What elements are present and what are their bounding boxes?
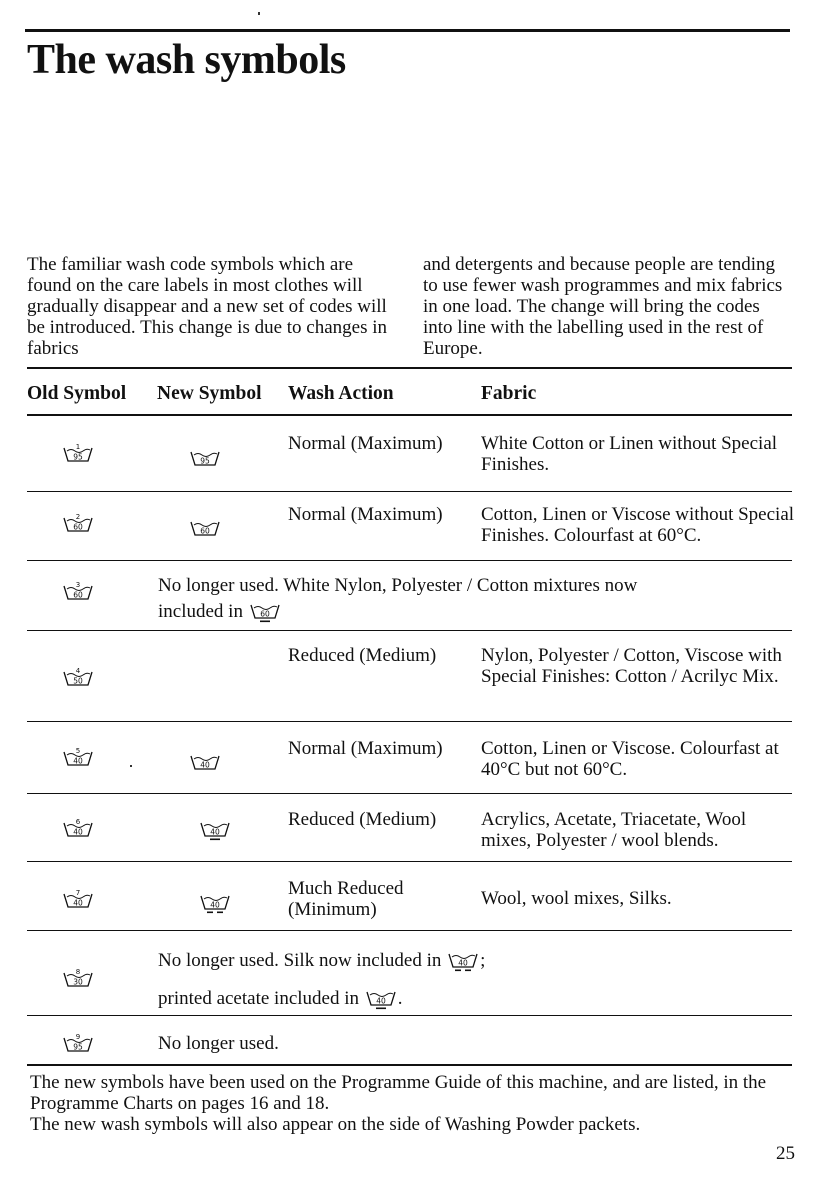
old-wash-symbol-icon xyxy=(61,815,95,841)
fabric-description: Wool, wool mixes, Silks. xyxy=(481,888,672,909)
wash-tub-shape xyxy=(198,888,232,914)
top-rule xyxy=(25,29,790,32)
wash-tub-shape xyxy=(61,510,95,536)
symbol-temperature: 30 xyxy=(73,977,83,987)
note-text: printed acetate included in xyxy=(158,988,359,1009)
wash-action: Reduced (Medium) xyxy=(288,645,437,666)
new-wash-symbol-icon xyxy=(188,748,222,774)
wash-tub-shape xyxy=(188,514,222,540)
no-longer-used-note-line2 xyxy=(158,984,788,1009)
wash-tub-shape xyxy=(61,815,95,841)
underline-bar xyxy=(376,1008,386,1010)
fabric-description: Nylon, Polyester / Cotton, Viscose with Special Finishes: Cotton / Acrilyc Mix. xyxy=(481,645,782,687)
header-new-symbol: New Symbol xyxy=(157,383,262,404)
wash-action: Much Reduced (Minimum) xyxy=(288,878,404,920)
header-old-symbol: Old Symbol xyxy=(27,383,127,404)
page-number: 25 xyxy=(776,1143,795,1164)
symbol-temperature: 60 xyxy=(200,526,210,536)
footer-line-2: The new wash symbols will also appear on the side of Washing Powder packets. xyxy=(30,1114,641,1135)
row-divider xyxy=(27,630,792,631)
symbol-temperature: 40 xyxy=(210,827,220,837)
symbol-number: 8 xyxy=(75,968,81,976)
inline-wash-symbol-icon xyxy=(446,946,480,968)
note-text: No longer used. Silk now included in xyxy=(158,950,442,971)
wash-action: Reduced (Medium) xyxy=(288,809,437,830)
underline-bar xyxy=(260,621,270,623)
wash-action: Normal (Maximum) xyxy=(288,504,443,525)
symbol-number: 5 xyxy=(75,747,81,755)
wash-action: Normal (Maximum) xyxy=(288,738,443,759)
symbol-temperature: 60 xyxy=(73,522,83,532)
symbol-number: 3 xyxy=(75,581,81,589)
no-longer-used-note: No longer used. White Nylon, Polyester / Cotton mixtures now xyxy=(158,575,638,596)
wash-tub-shape xyxy=(188,748,222,774)
symbol-number: 2 xyxy=(75,513,81,521)
wash-tub-shape xyxy=(364,984,398,1010)
wash-tub-shape xyxy=(61,744,95,770)
old-wash-symbol-icon xyxy=(61,664,95,690)
symbol-temperature: 50 xyxy=(73,676,83,686)
symbol-temperature: 95 xyxy=(73,1042,83,1052)
symbol-number: 7 xyxy=(75,889,81,897)
note-text: included in xyxy=(158,601,243,622)
intro-column-left: The familiar wash code symbols which are found on the care labels in most clothes will gradually disappear and a new set of codes will be introduced. This change is due to changes in fabrics xyxy=(27,254,388,359)
symbol-number: 9 xyxy=(75,1033,81,1041)
symbol-temperature: 60 xyxy=(259,609,270,619)
underline-bar xyxy=(465,970,471,972)
underline-bar xyxy=(210,839,220,841)
new-wash-symbol-icon xyxy=(198,815,232,841)
fabric-description: White Cotton or Linen without Special Finishes. xyxy=(481,433,778,475)
new-wash-symbol-icon xyxy=(188,514,222,540)
new-wash-symbol-icon xyxy=(188,444,222,470)
symbol-temperature: 40 xyxy=(375,996,386,1006)
wash-tub-shape xyxy=(61,965,95,991)
fabric-description: Acrylics, Acetate, Triacetate, Wool mixes, Polyester / wool blends. xyxy=(481,809,747,851)
old-wash-symbol-icon xyxy=(61,886,95,912)
fabric-description: Cotton, Linen or Viscose without Special Finishes. Colourfast at 60°C. xyxy=(481,504,795,546)
row-divider xyxy=(27,560,792,561)
no-longer-used-note-line2 xyxy=(158,597,788,622)
intro-column-right: and detergents and because people are tending to use fewer wash programmes and mix fabrics in one load. The change will bring the codes into line with the labelling used in the rest of Europe. xyxy=(423,254,783,359)
symbol-temperature: 60 xyxy=(73,590,83,600)
wash-action: Normal (Maximum) xyxy=(288,433,443,454)
row-divider xyxy=(27,491,792,492)
row-divider xyxy=(27,721,792,722)
footer-text xyxy=(30,1072,800,1135)
wash-tub-shape xyxy=(61,440,95,466)
symbol-temperature: 40 xyxy=(73,898,83,908)
symbol-temperature: 40 xyxy=(73,827,83,837)
old-wash-symbol-icon xyxy=(61,578,95,604)
no-longer-used-note: No longer used. xyxy=(158,1033,279,1054)
print-mark xyxy=(258,12,260,15)
inline-wash-symbol-icon xyxy=(248,597,282,619)
symbol-temperature: 40 xyxy=(458,958,468,968)
wash-tub-shape xyxy=(61,886,95,912)
symbol-temperature: 95 xyxy=(73,452,83,462)
wash-tub-shape xyxy=(248,597,282,623)
old-wash-symbol-icon xyxy=(61,440,95,466)
header-fabric: Fabric xyxy=(481,383,537,404)
symbol-number: 6 xyxy=(75,818,81,826)
symbol-number: 1 xyxy=(75,443,81,451)
fabric-description: Cotton, Linen or Viscose. Colourfast at 40°C but not 60°C. xyxy=(481,738,779,780)
wash-tub-shape xyxy=(61,664,95,690)
new-wash-symbol-icon xyxy=(198,888,232,914)
symbol-temperature: 95 xyxy=(200,456,210,466)
footer-line-1: The new symbols have been used on the Programme Guide of this machine, and are listed, in the Programme Charts on pages 16 and 18. xyxy=(30,1072,767,1114)
table-bottom-rule xyxy=(27,1064,792,1066)
old-wash-symbol-icon xyxy=(61,965,95,991)
page-title: The wash symbols xyxy=(27,37,346,83)
symbol-temperature: 40 xyxy=(210,900,220,910)
underline-bar xyxy=(455,970,461,972)
stray-dot xyxy=(130,765,132,767)
wash-tub-shape xyxy=(61,578,95,604)
row-divider xyxy=(27,861,792,862)
underline-bar xyxy=(217,912,223,914)
note-punctuation: ; xyxy=(480,950,486,971)
old-wash-symbol-icon xyxy=(61,744,95,770)
note-punctuation: . xyxy=(397,988,403,1009)
wash-tub-shape xyxy=(61,1030,95,1056)
symbol-number: 4 xyxy=(75,667,81,675)
row-divider xyxy=(27,1015,792,1016)
wash-tub-shape xyxy=(188,444,222,470)
wash-tub-shape xyxy=(446,946,480,972)
old-wash-symbol-icon xyxy=(61,1030,95,1056)
row-divider xyxy=(27,930,792,931)
inline-wash-symbol-icon xyxy=(364,984,398,1006)
no-longer-used-note xyxy=(158,946,788,971)
old-wash-symbol-icon xyxy=(61,510,95,536)
header-top-rule xyxy=(27,367,792,369)
row-divider xyxy=(27,793,792,794)
symbol-temperature: 40 xyxy=(73,756,83,766)
header-bottom-rule xyxy=(27,414,792,416)
header-wash-action: Wash Action xyxy=(288,383,394,404)
wash-tub-shape xyxy=(198,815,232,841)
underline-bar xyxy=(207,912,213,914)
symbol-temperature: 40 xyxy=(200,760,210,770)
